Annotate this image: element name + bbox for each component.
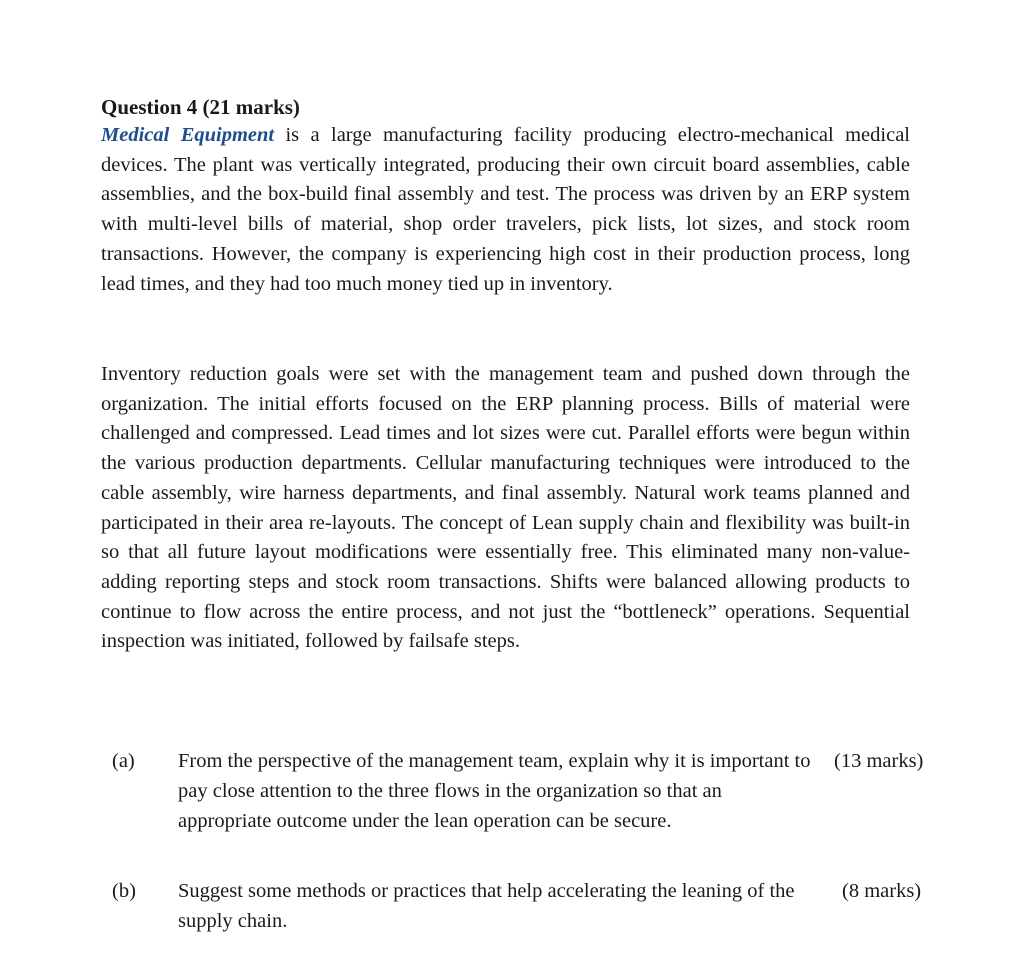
subquestion-b-label: (b) [112, 880, 136, 902]
subquestion-b-marks: (8 marks) [842, 880, 922, 902]
question-title: Question 4 (21 marks) [101, 95, 300, 119]
subquestion-b-text: Suggest some methods or practices that help accelerating the leaning of the supply chain. [178, 880, 795, 932]
company-name: Medical Equipment [101, 124, 275, 146]
subquestion-a-marks: (13 marks) [834, 750, 924, 772]
case-paragraph-2: Inventory reduction goals were set with the management team and pushed down through the organization. The initial efforts focused on the ERP planning process. Bills of material were challenged and compressed. Lead times and lot sizes were cut. Parallel efforts were begun within the various production departments. Cellular manufacturing techniques were introduced to the cable assembly, wire harness departments, and final assembly. Natural work teams planned and participated in their area re-layouts. The concept of Lean supply chain and flexibility was built-in so that all future layout modifications were essentially free. This eliminated many non-value-adding reporting steps and stock room transactions. Shifts were balanced allowing products to continue to flow across the entire process, and not just the “bottleneck” operations. Sequential inspection was initiated, followed by failsafe steps. [101, 363, 910, 653]
subquestion-a-text: From the perspective of the management team, explain why it is important to pay close attention to the three flows in the organization so that an appropriate outcome under the lean operation can be secure. [178, 750, 811, 832]
case-paragraph-1-text: is a large manufacturing facility producing electro-mechanical medical devices. The plant was vertically integrated, producing their own circuit board assemblies, cable assemblies, and the box-build final assembly and test. The process was driven by an ERP system with multi-level bills of material, shop order travelers, pick lists, lot sizes, and stock room transactions. However, the company is experiencing high cost in their production process, long lead times, and they had too much money tied up in inventory. [101, 124, 910, 295]
case-paragraph-1 [101, 121, 910, 299]
subquestion-a-label: (a) [112, 750, 135, 772]
